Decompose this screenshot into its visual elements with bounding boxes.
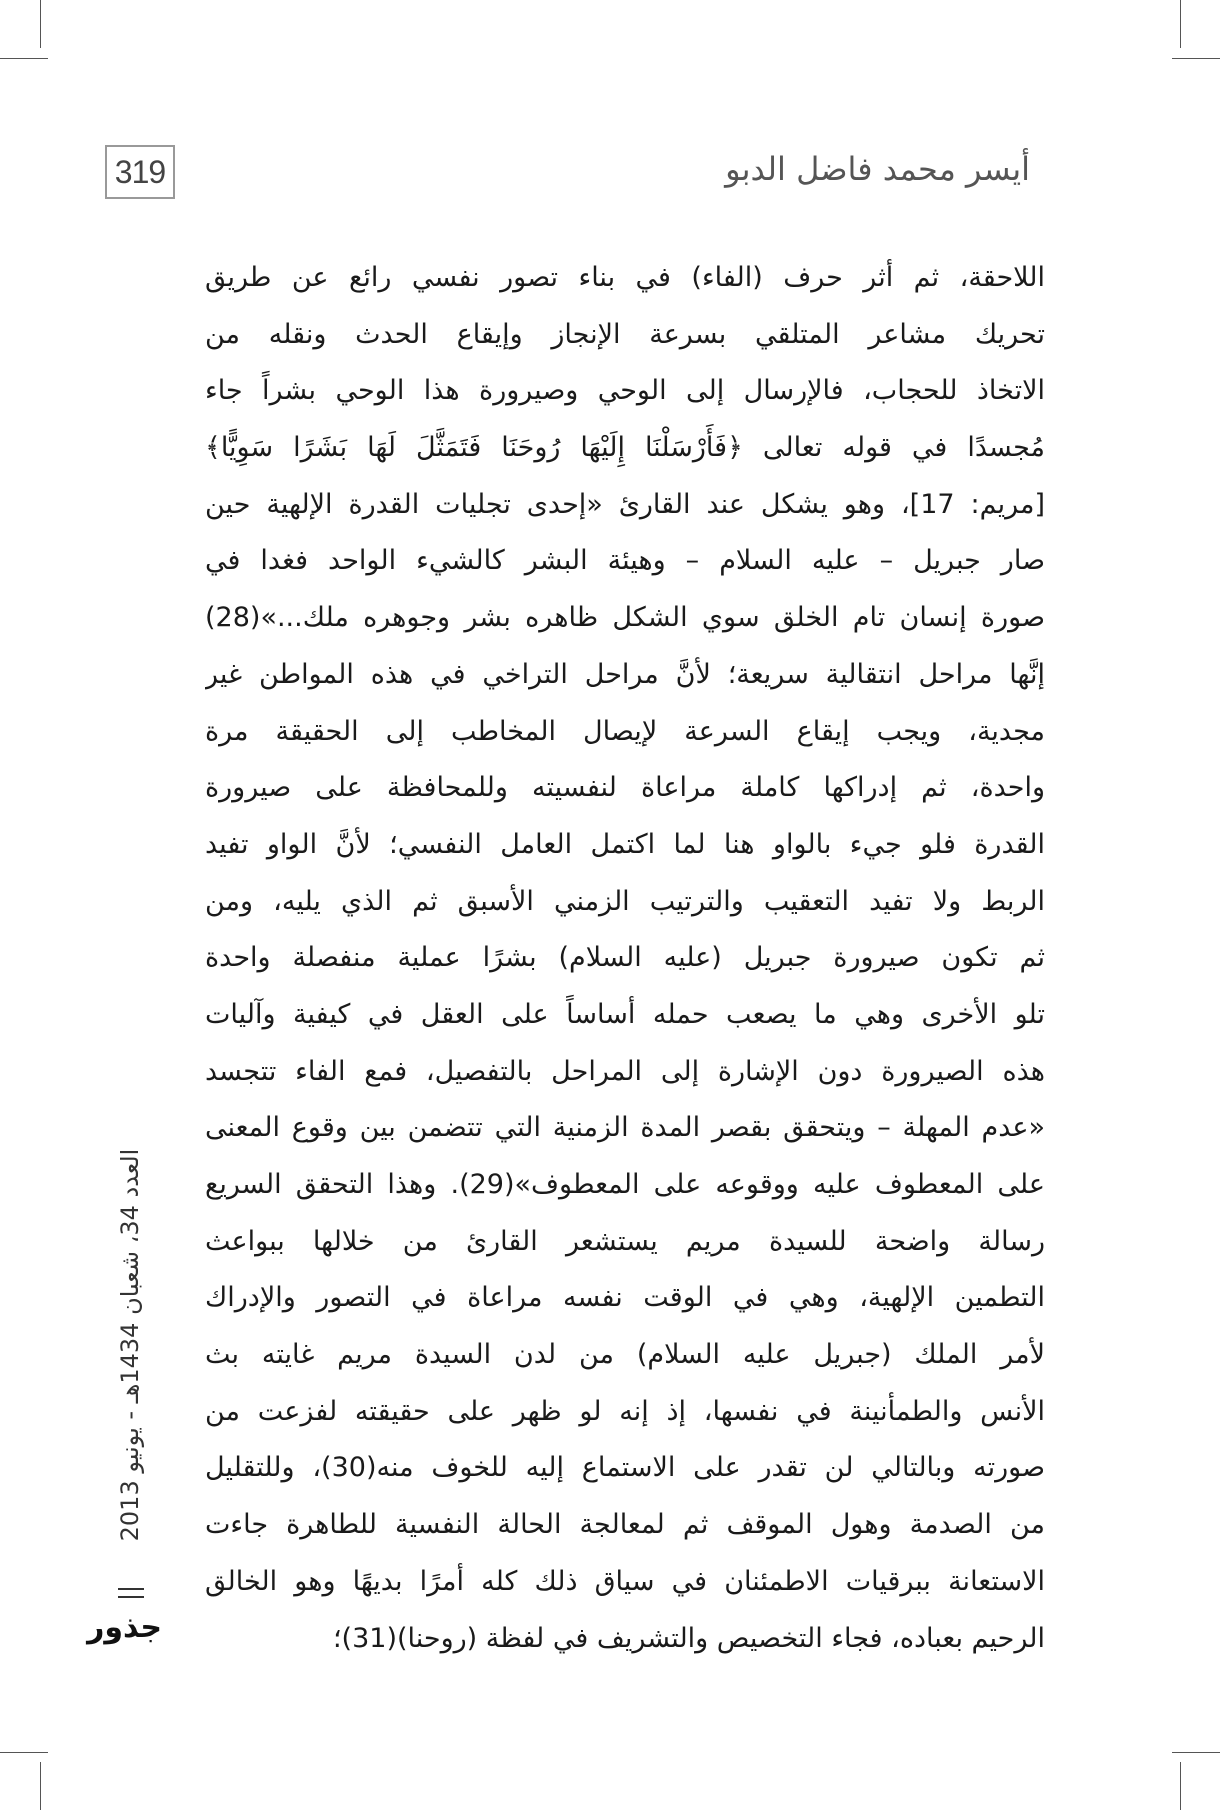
- article-body: [205, 250, 1045, 1667]
- body-line: الاستعانة ببرقيات الاطمئنان في سياق ذلك كله أمرًا بديهًا وهو الخالق: [205, 1565, 1045, 1597]
- page-number: 319: [105, 145, 175, 199]
- crop-mark: [1180, 1762, 1181, 1810]
- crop-mark: [0, 1752, 48, 1753]
- body-line: إنَّها مراحل انتقالية سريعة؛ لأنَّ مراحل التراخي في هذه المواطن غير: [205, 658, 1045, 690]
- body-line: «عدم المهلة – ويتحقق بقصر المدة الزمنية التي تتضمن بين وقوع المعنى: [205, 1112, 1045, 1144]
- body-line: واحدة، ثم إدراكها كاملة مراعاة لنفسيته وللمحافظة على صيرورة: [205, 772, 1045, 804]
- journal-logo: جذور: [87, 1610, 162, 1645]
- body-line-quran-verse: مُجسدًا في قوله تعالى ﴿فَأَرْسَلْنَا إِلَيْهَا رُوحَنَا فَتَمَثَّلَ لَهَا بَشَرًا سَوِيًّا﴾: [205, 432, 1045, 464]
- body-line: على المعطوف عليه ووقوعه على المعطوف»(29). وهذا التحقق السريع: [205, 1169, 1045, 1200]
- crop-mark: [40, 1762, 41, 1810]
- body-line: من الصدمة وهول الموقف ثم لمعالجة الحالة النفسية للطاهرة جاءت: [205, 1509, 1045, 1541]
- body-line: الرحيم بعباده، فجاء التخصيص والتشريف في لفظة (روحنا)(31)؛: [332, 1622, 1045, 1654]
- body-line: اللاحقة، ثم أثر حرف (الفاء) في بناء تصور نفسي رائع عن طريق: [205, 262, 1045, 293]
- divider: [118, 1596, 144, 1598]
- crop-mark: [40, 0, 41, 48]
- body-line: مجدية، ويجب إيقاع السرعة لإيصال المخاطب إلى الحقيقة مرة: [205, 715, 1045, 747]
- body-line: تلو الأخرى وهي ما يصعب حمله أساساً على العقل في كيفية وآليات: [205, 998, 1045, 1030]
- crop-mark: [1172, 58, 1220, 59]
- body-line: [مريم: 17]، وهو يشكل عند القارئ «إحدى تجليات القدرة الإلهية حين: [205, 488, 1045, 520]
- issue-info-strip: [108, 1110, 152, 1580]
- body-line: لأمر الملك (جبريل عليه السلام) من لدن السيدة مريم غايته بث: [205, 1339, 1045, 1371]
- body-line: صار جبريل – عليه السلام – وهيئة البشر كالشيء الواحد فغدا في: [205, 545, 1045, 577]
- issue-info: العدد 34، شعبان 1434هـ - يونيو 2013: [116, 1148, 144, 1542]
- crop-mark: [0, 58, 48, 59]
- body-line: صورة إنسان تام الخلق سوي الشكل ظاهره بشر وجوهره ملك...»(28): [205, 602, 1045, 634]
- crop-mark: [1172, 1752, 1220, 1753]
- body-line: تحريك مشاعر المتلقي بسرعة الإنجاز وإيقاع الحدث ونقله من: [205, 318, 1045, 350]
- body-line: ثم تكون صيرورة جبريل (عليه السلام) بشرًا عملية منفصلة واحدة: [205, 942, 1045, 974]
- body-line: القدرة فلو جيء بالواو هنا لما اكتمل العامل النفسي؛ لأنَّ الواو تفيد: [205, 828, 1045, 860]
- body-line: الربط ولا تفيد التعقيب والترتيب الزمني الأسبق ثم الذي يليه، ومن: [205, 885, 1045, 917]
- body-line: رسالة واضحة للسيدة مريم يستشعر القارئ من خلالها ببواعث: [205, 1225, 1045, 1257]
- body-line: هذه الصيرورة دون الإشارة إلى المراحل بالتفصيل، فمع الفاء تتجسد: [205, 1055, 1045, 1087]
- body-line: التطمين الإلهية، وهي في الوقت نفسه مراعاة في التصور والإدراك: [205, 1282, 1045, 1314]
- body-line: الأنس والطمأنينة في نفسها، إذ إنه لو ظهر على حقيقته لفزعت من: [205, 1395, 1045, 1427]
- divider: [118, 1588, 144, 1590]
- crop-mark: [1180, 0, 1181, 48]
- body-line: صورته وبالتالي لن تقدر على الاستماع إليه للخوف منه(30)، وللتقليل: [205, 1452, 1045, 1484]
- body-line: الاتخاذ للحجاب، فالإرسال إلى الوحي وصيرورة هذا الوحي بشراً جاء: [205, 375, 1045, 407]
- running-head-author: أيسر محمد فاضل الدبو: [725, 150, 1030, 188]
